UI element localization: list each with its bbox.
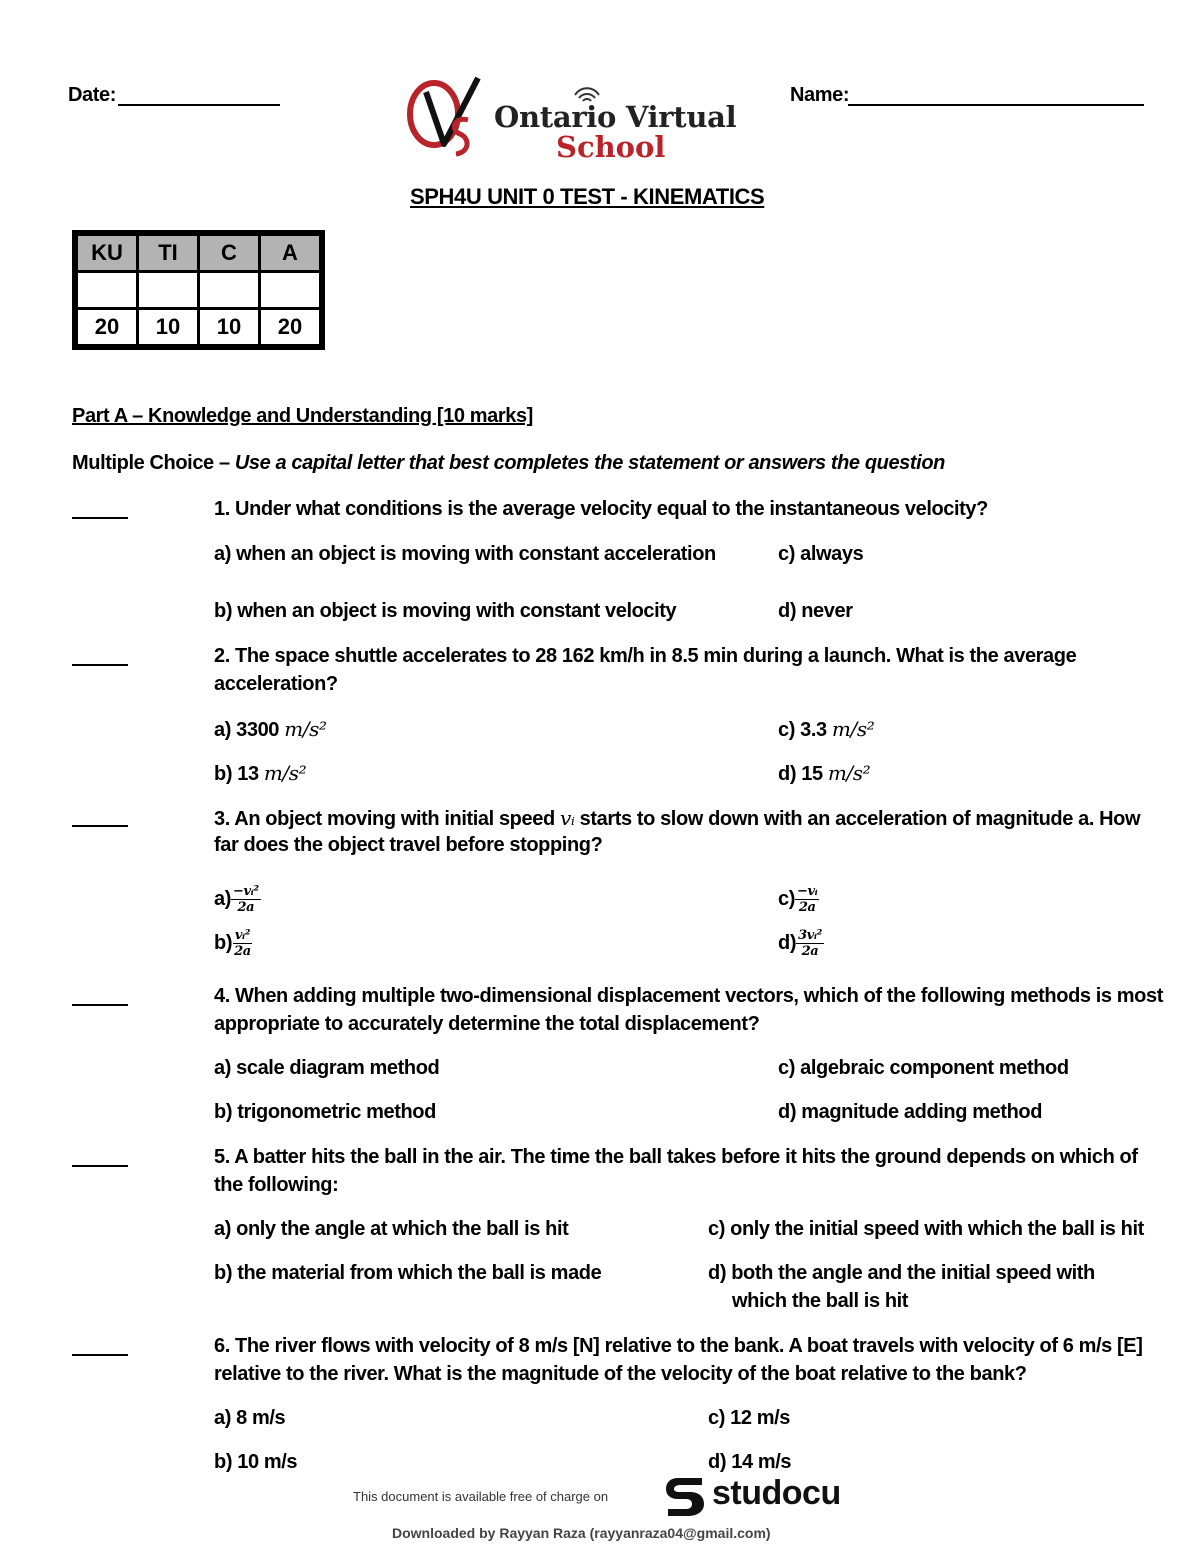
q4-option-c: c) algebraic component method [778,1057,1069,1079]
footer-download: Downloaded by Rayyan Raza (rayyanraza04@gmail.com) [392,1525,771,1541]
marks-score-a[interactable] [261,273,319,307]
name-line [848,104,1144,106]
marks-score-ku[interactable] [78,273,136,307]
q3-stem-post: starts to slow down with an acceleration of magnitude a. How [574,808,1141,830]
q1-stem: 1. Under what conditions is the average velocity equal to the instantaneous velocity? [214,498,988,520]
q2-unit: m/s² [263,761,307,785]
marks-header-ku: KU [78,236,136,270]
q3-option-c-numerator: −vᵢ [796,884,818,899]
q4-stem-line2: appropriate to accurately determine the total displacement? [214,1013,760,1035]
footer-availability: This document is available free of charge on [353,1489,609,1504]
q2-option-d [778,761,870,786]
q3-option-b-fraction [232,928,253,959]
q2-option-d-value: d) 15 [778,763,823,785]
logo-line2: School [556,130,666,164]
q3-option-a-label: a) [214,887,231,910]
mc-label: Multiple Choice – [72,452,235,474]
name-label: Name: [790,84,850,106]
answer-blank-q2[interactable] [72,664,128,666]
date-label: Date: [68,84,117,106]
q3-option-d-denominator: 2a [801,944,819,959]
marks-header-ti: TI [139,236,197,270]
q3-option-b-numerator: vᵢ² [234,928,250,943]
q3-option-d-label: d) [778,931,797,954]
q1-option-b: b) when an object is moving with constant velocity [214,600,677,622]
q3-stem-line1 [214,806,1140,831]
marks-total-ti: 10 [139,310,197,344]
answer-blank-q1[interactable] [72,517,128,519]
answer-blank-q4[interactable] [72,1004,128,1006]
q2-option-a-value: a) 3300 [214,719,280,741]
q3-option-a-denominator: 2a [237,900,255,915]
q2-stem-line2: acceleration? [214,673,338,695]
q2-unit: m/s² [827,761,871,785]
q5-option-d-line1: d) both the angle and the initial speed with [708,1262,1095,1284]
q5-option-c: c) only the initial speed with which the ball is hit [708,1218,1144,1240]
q3-option-a-numerator: −vᵢ² [232,884,259,899]
q6-option-b: b) 10 m/s [214,1451,298,1473]
q6-stem-line2: relative to the river. What is the magnitude of the velocity of the boat relative to the bank? [214,1363,1027,1385]
marks-header-a: A [261,236,319,270]
q4-option-d: d) magnitude adding method [778,1101,1043,1123]
logo-line1: Ontario Virtual [494,100,737,134]
q2-unit: m/s² [831,717,875,741]
q5-option-b: b) the material from which the ball is made [214,1262,602,1284]
q6-option-a: a) 8 m/s [214,1407,286,1429]
q2-option-b [214,761,306,786]
marks-total-ku: 20 [78,310,136,344]
page-title: SPH4U UNIT 0 TEST - KINEMATICS [410,184,765,209]
marks-header-c: C [200,236,258,270]
q5-stem-line1: 5. A batter hits the ball in the air. The time the ball takes before it hits the ground depends on which of [214,1146,1138,1168]
marks-total-a: 20 [261,310,319,344]
q3-option-b-label: b) [214,931,233,954]
q3-stem-line2: far does the object travel before stopping? [214,834,603,856]
marks-table [72,230,325,350]
q3-option-a [214,884,261,915]
q4-option-b: b) trigonometric method [214,1101,436,1123]
marks-total-c: 10 [200,310,258,344]
q3-option-c-label: c) [778,887,795,910]
q1-option-a: a) when an object is moving with constant acceleration [214,543,716,565]
q3-option-b-denominator: 2a [234,944,251,959]
answer-blank-q3[interactable] [72,825,128,827]
marks-score-ti[interactable] [139,273,197,307]
q3-option-d-numerator: 3vᵢ² [798,928,822,943]
q3-option-a-fraction [231,884,261,915]
q3-stem-pre: 3. An object moving with initial speed [214,808,560,830]
mc-instruction-line [72,452,945,475]
q3-option-d [778,928,824,959]
q3-stem-var: vᵢ [559,806,575,830]
q4-stem-line1: 4. When adding multiple two-dimensional displacement vectors, which of the following methods is most [214,985,1163,1007]
q2-option-c [778,717,874,742]
q1-option-c: c) always [778,543,864,565]
q6-option-c: c) 12 m/s [708,1407,791,1429]
answer-blank-q5[interactable] [72,1165,128,1167]
q1-option-d: d) never [778,600,853,622]
q6-stem-line1: 6. The river flows with velocity of 8 m/s [N] relative to the bank. A boat travels with velocity of 6 m/s [E] [214,1335,1143,1357]
mc-instruction: Use a capital letter that best completes the statement or answers the question [234,452,945,474]
q3-option-b [214,928,253,959]
logo-mark [404,74,494,164]
q2-option-a [214,717,327,742]
part-a-heading: Part A – Knowledge and Understanding [10 marks] [72,405,533,427]
q3-option-c-denominator: 2a [798,900,816,915]
q3-option-c [778,884,819,915]
date-line [118,104,280,106]
q3-option-d-fraction [796,928,824,959]
q2-unit: m/s² [284,717,327,741]
q4-option-a: a) scale diagram method [214,1057,440,1079]
q5-option-d-line2: which the ball is hit [732,1290,909,1312]
answer-blank-q6[interactable] [72,1354,128,1356]
q5-stem-line2: the following: [214,1174,339,1196]
marks-score-c[interactable] [200,273,258,307]
studocu-brand[interactable]: studocu [712,1474,841,1512]
q5-option-a: a) only the angle at which the ball is hit [214,1218,569,1240]
q2-option-b-value: b) 13 [214,763,259,785]
q3-option-c-fraction [795,884,819,915]
studocu-logo-icon[interactable] [664,1474,706,1518]
q2-stem-line1: 2. The space shuttle accelerates to 28 162 km/h in 8.5 min during a launch. What is the average [214,645,1077,667]
q2-option-c-value: c) 3.3 [778,719,827,741]
q6-option-d: d) 14 m/s [708,1451,792,1473]
